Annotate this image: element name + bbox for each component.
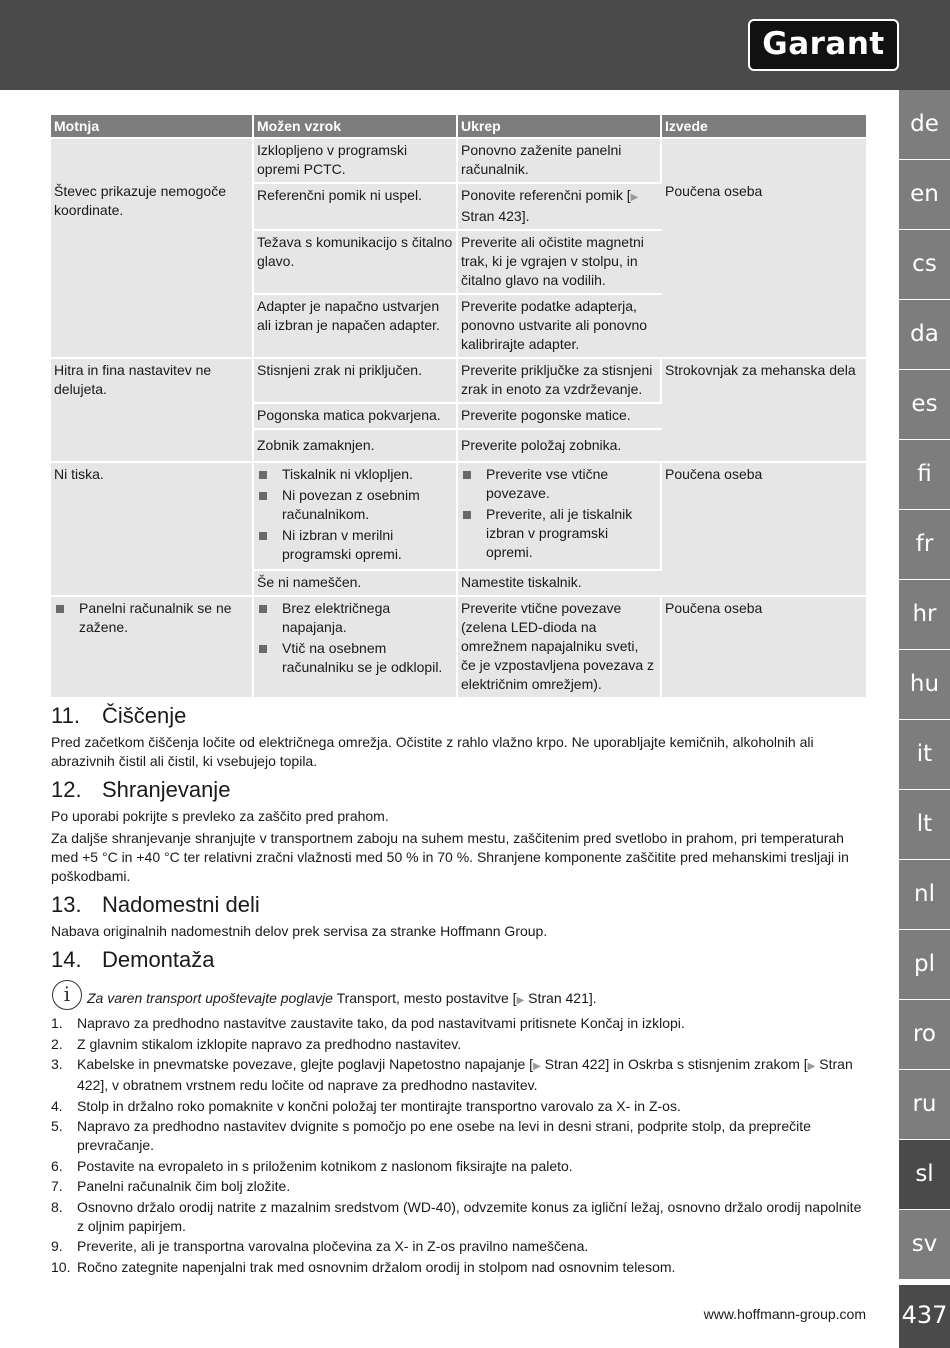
table-cell: Poučena oseba — [662, 595, 866, 697]
page-reference-link[interactable]: Stran 423 — [461, 208, 522, 224]
main-content — [51, 115, 866, 1278]
info-note — [51, 980, 866, 1010]
column-header: Možen vzrok — [254, 115, 458, 137]
footer-url[interactable]: www.hoffmann-group.com — [703, 1306, 866, 1322]
table-row — [51, 595, 866, 697]
section-11-text: Pred začetkom čiščenja ločite od električnega omrežja. Očistite z rahlo vlažno krpo. Ne uporabljajte kemičnih, alkoholnih ali abrazivnih čistil ali čistil, ki vsebujejo topila. — [51, 734, 814, 769]
page-reference-link[interactable]: Stran 422 — [77, 1056, 853, 1093]
list-item: Brez električnega napajanja. — [257, 599, 453, 637]
table-cell — [51, 137, 254, 357]
lang-tab-ru[interactable]: ru — [899, 1070, 950, 1140]
table-cell: Preverite podatke adapterja, ponovno ustvarite ali ponovno kalibrirajte adapter. — [458, 293, 662, 357]
page-header — [0, 0, 950, 90]
table-row — [51, 137, 866, 182]
info-icon: i — [52, 980, 82, 1010]
table-cell: Ni tiska. — [51, 461, 254, 595]
section-heading-11: 11. Čiščenje — [51, 703, 187, 728]
info-note-text: Za varen transport upoštevajte poglavje Transport, mesto postavitve [▶ Stran 421]. — [87, 990, 597, 1006]
bullet-list — [54, 599, 249, 637]
dismantling-steps — [51, 1014, 866, 1277]
table-cell — [458, 461, 662, 569]
step-item: 4. Stolp in držalno roko pomaknite v končni položaj ter montirajte transportno varovalo za X- in Z-os. — [51, 1097, 681, 1114]
step-item: 10. Ročno zategnite napenjalni trak med osnovnim držalom orodij in stolpom nad osnovnim telesom. — [51, 1258, 676, 1275]
fault-text: Števec prikazuje nemogoče koordinate. — [54, 183, 226, 218]
lang-tab-hu[interactable]: hu — [899, 650, 950, 720]
section-heading-12: 12. Shranjevanje — [51, 777, 231, 802]
section-13-text: Nabava originalnih nadomestnih delov prek servisa za stranke Hoffmann Group. — [51, 923, 548, 939]
section-heading-14: 14. Demontaža — [51, 947, 215, 972]
table-cell — [51, 595, 254, 697]
xref-arrow-icon: ▶ — [533, 1061, 541, 1072]
column-header: Ukrep — [458, 115, 662, 137]
list-item: Preverite vse vtične povezave. — [461, 465, 657, 503]
column-header: Motnja — [51, 115, 254, 137]
page-number: 437 — [899, 1285, 950, 1348]
xref-arrow-icon: ▶ — [807, 1061, 816, 1072]
table-cell — [662, 137, 866, 357]
page-reference-link[interactable]: Stran 422 — [544, 1056, 606, 1072]
table-cell: Ponovite referenčni pomik [▶ Stran 423]. — [458, 182, 662, 229]
step-item: 8. Osnovno držalo orodij natrite z mazalnim sredstvom (WD-40), odvzemite konus za igliční ležaj, osnovno držalo orodij napolnite z oljnim papirjem. — [51, 1198, 862, 1234]
bullet-list — [257, 465, 453, 564]
xref-arrow-icon: ▶ — [516, 995, 525, 1006]
lang-tab-hr[interactable]: hr — [899, 580, 950, 650]
lang-tab-da[interactable]: da — [899, 300, 950, 370]
table-cell: Izklopljeno v programski opremi PCTC. — [254, 137, 458, 182]
lang-tab-lt[interactable]: lt — [899, 790, 950, 860]
step-item: 5. Napravo za predhodno nastavitev dvignite s pomočjo po ene osebe na levi in desni strani, podprite stolp, da preprečite prevračanje. — [51, 1118, 811, 1153]
lang-tab-cs[interactable]: cs — [899, 230, 950, 300]
step-item: 6. Postavite na evropaleto in s priloženim kotnikom z naslonom fiksirajte na paleto. — [51, 1157, 573, 1174]
table-cell: Preverite vtične povezave (zelena LED-dioda na omrežnem napajalniku sveti, če je vzpostavljena povezava z električnim omrežjem). — [458, 595, 662, 697]
table-cell: Težava s komunikacijo s čitalno glavo. — [254, 229, 458, 293]
list-item: Panelni računalnik se ne zažene. — [54, 599, 249, 637]
lang-tab-pl[interactable]: pl — [899, 930, 950, 1000]
lang-tab-fr[interactable]: fr — [899, 510, 950, 580]
lang-tab-nl[interactable]: nl — [899, 860, 950, 930]
table-cell: Zobnik zamaknjen. — [254, 428, 458, 461]
table-cell: Pogonska matica pokvarjena. — [254, 402, 458, 428]
garant-logo: Garant — [748, 19, 899, 71]
troubleshooting-table — [51, 115, 866, 697]
lang-tab-de[interactable]: de — [899, 90, 950, 160]
table-cell: Preverite priključke za stisnjeni zrak in enoto za vzdrževanje. — [458, 357, 662, 402]
section-12-text-2: Za daljše shranjevanje shranjujte v transportnem zaboju na suhem mestu, zaščitenim pred svetlobo in prahom, pri temperaturah med +5 °C in +40 °C ter relativni zračni vlažnosti med 50 % in 70 %. Shranjene komponente zaščitite pred mehanskimi tresljaji in poškodbami. — [51, 830, 849, 884]
list-item: Tiskalnik ni vklopljen. — [257, 465, 453, 484]
table-cell: Ponovno zaženite panelni računalnik. — [458, 137, 662, 182]
table-cell: Strokovnjak za mehanska dela — [662, 357, 866, 461]
lang-tab-es[interactable]: es — [899, 370, 950, 440]
bullet-list — [257, 599, 453, 677]
section-heading-13: 13. Nadomestni deli — [51, 892, 260, 917]
table-cell: Preverite ali očistite magnetni trak, ki je vgrajen v stolpu, in čitalno glavo na vodilih. — [458, 229, 662, 293]
language-sidebar — [899, 90, 950, 1280]
step-item: 1. Napravo za predhodno nastavitve zaustavite tako, da pod nastavitvami pritisnete Končaj in izklopi. — [51, 1015, 685, 1031]
table-header-row — [51, 115, 866, 137]
table-cell — [254, 461, 458, 569]
page-reference-link[interactable]: Stran 421 — [528, 990, 589, 1006]
lang-tab-it[interactable]: it — [899, 720, 950, 790]
list-item: Ni izbran v merilni programski opremi. — [257, 526, 453, 564]
xref-arrow-icon: ▶ — [630, 192, 639, 203]
lang-tab-fi[interactable]: fi — [899, 440, 950, 510]
list-item: Vtič na osebnem računalniku se je odklopil. — [257, 639, 453, 677]
column-header: Izvede — [662, 115, 866, 137]
list-item: Preverite, ali je tiskalnik izbran v programski opremi. — [461, 505, 657, 562]
step-item: 2. Z glavnim stikalom izklopite napravo za predhodno nastavitev. — [51, 1035, 462, 1052]
lang-tab-en[interactable]: en — [899, 160, 950, 230]
table-cell — [254, 595, 458, 697]
performer-text: Poučena oseba — [665, 183, 763, 199]
table-cell: Stisnjeni zrak ni priključen. — [254, 357, 458, 402]
list-item: Ni povezan z osebnim računalnikom. — [257, 486, 453, 524]
bullet-list — [461, 465, 657, 562]
table-cell: Še ni nameščen. — [254, 569, 458, 595]
step-item: 7. Panelni računalnik čim bolj zložite. — [51, 1178, 291, 1194]
table-row — [51, 461, 866, 569]
table-cell: Namestite tiskalnik. — [458, 569, 662, 595]
lang-tab-sl[interactable]: sl — [899, 1140, 950, 1210]
section-12-text-1: Po uporabi pokrijte s prevleko za zaščito pred prahom. — [51, 808, 389, 824]
step-item: 3. Kabelske in pnevmatske povezave, glejte poglavji Napetostno napajanje [▶ Stran 422] in Oskrba s stisnjenim zrakom [▶ Stran 422], v obratnem vrstnem redu ločite od naprave za predhodno nastavitev. — [51, 1056, 853, 1093]
lang-tab-ro[interactable]: ro — [899, 1000, 950, 1070]
table-cell: Poučena oseba — [662, 461, 866, 595]
lang-tab-sv[interactable]: sv — [899, 1210, 950, 1280]
table-cell: Adapter je napačno ustvarjen ali izbran je napačen adapter. — [254, 293, 458, 357]
step-item: 9. Preverite, ali je transportna varovalna pločevina za X- in Z-os pravilno nameščena. — [51, 1238, 589, 1254]
table-row — [51, 357, 866, 402]
table-cell: Hitra in fina nastavitev ne delujeta. — [51, 357, 254, 461]
table-cell: Preverite pogonske matice. — [458, 402, 662, 428]
table-cell: Preverite položaj zobnika. — [458, 428, 662, 461]
table-cell: Referenčni pomik ni uspel. — [254, 182, 458, 229]
